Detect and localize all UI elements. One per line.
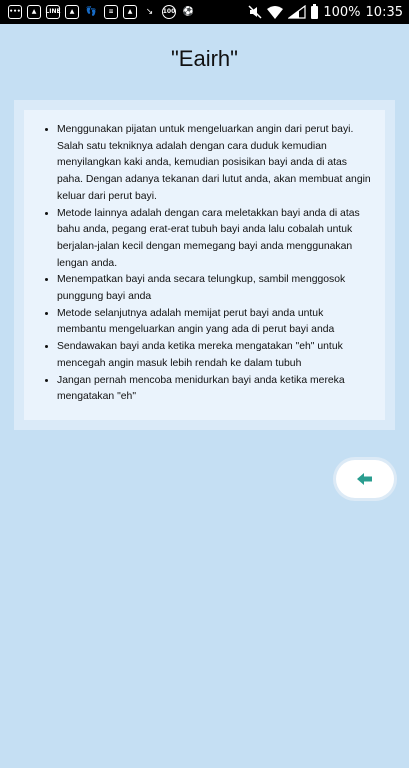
list-item: • Sendawakan bayi anda ketika mereka mengatakan "eh" untuk mencegah angin masuk lebih rendah ke dalam tubuh xyxy=(57,339,375,372)
page-title: "Eairh" xyxy=(171,46,238,71)
wifi-icon xyxy=(267,6,283,19)
content-card xyxy=(14,100,395,430)
list-item: • Metode selanjutnya adalah memijat perut bayi anda untuk membantu mengeluarkan angin yang ada di perut bayi anda xyxy=(57,306,375,339)
content-card-inner xyxy=(24,110,385,420)
news-icon: ≡ xyxy=(104,5,118,19)
arrow-left-icon xyxy=(357,472,373,486)
list-item: • Menempatkan bayi anda secara telungkup, sambil menggosok punggung bayi anda xyxy=(57,272,375,305)
list-item: • Menggunakan pijatan untuk mengeluarkan angin dari perut bayi. Salah satu tekniknya adalah dengan cara duduk kemudian menyilangkan kaki anda, kemudian posisikan bayi anda di atas paha. Dengan adanya tekanan dari lutut anda, akan membuat angin keluar dari perut bayi. xyxy=(57,122,375,206)
soccer-ball-icon: ⚽ xyxy=(182,6,195,17)
footprints-icon: 👣 xyxy=(85,6,98,17)
back-button[interactable] xyxy=(336,460,394,498)
line-icon: LINE xyxy=(46,5,60,19)
system-status xyxy=(248,5,403,20)
tips-list xyxy=(38,122,375,406)
battery-level: 100% xyxy=(323,4,361,20)
missed-call-icon: ↘ xyxy=(145,6,154,17)
photo-icon: ▲ xyxy=(123,5,137,19)
photo-icon: ▲ xyxy=(65,5,79,19)
photo-icon: ▲ xyxy=(27,5,41,19)
list-item: • Metode lainnya adalah dengan cara meletakkan bayi anda di atas bahu anda, pegang erat-erat tubuh bayi anda lalu cobalah untuk berjalan-jalan kecil dengan memegang bayi anda menggunakan lengan anda. xyxy=(57,206,375,273)
list-item: • Jangan pernah mencoba menidurkan bayi anda ketika mereka mengatakan "eh" xyxy=(57,373,375,406)
clock: 10:35 xyxy=(365,4,403,20)
chat-icon: ••• xyxy=(8,5,22,19)
notification-icons xyxy=(8,5,196,19)
counter-100-icon: 100 xyxy=(162,5,176,19)
status-bar xyxy=(0,0,409,24)
mute-icon xyxy=(248,5,262,19)
battery-icon xyxy=(311,6,318,19)
signal-icon xyxy=(288,5,306,19)
